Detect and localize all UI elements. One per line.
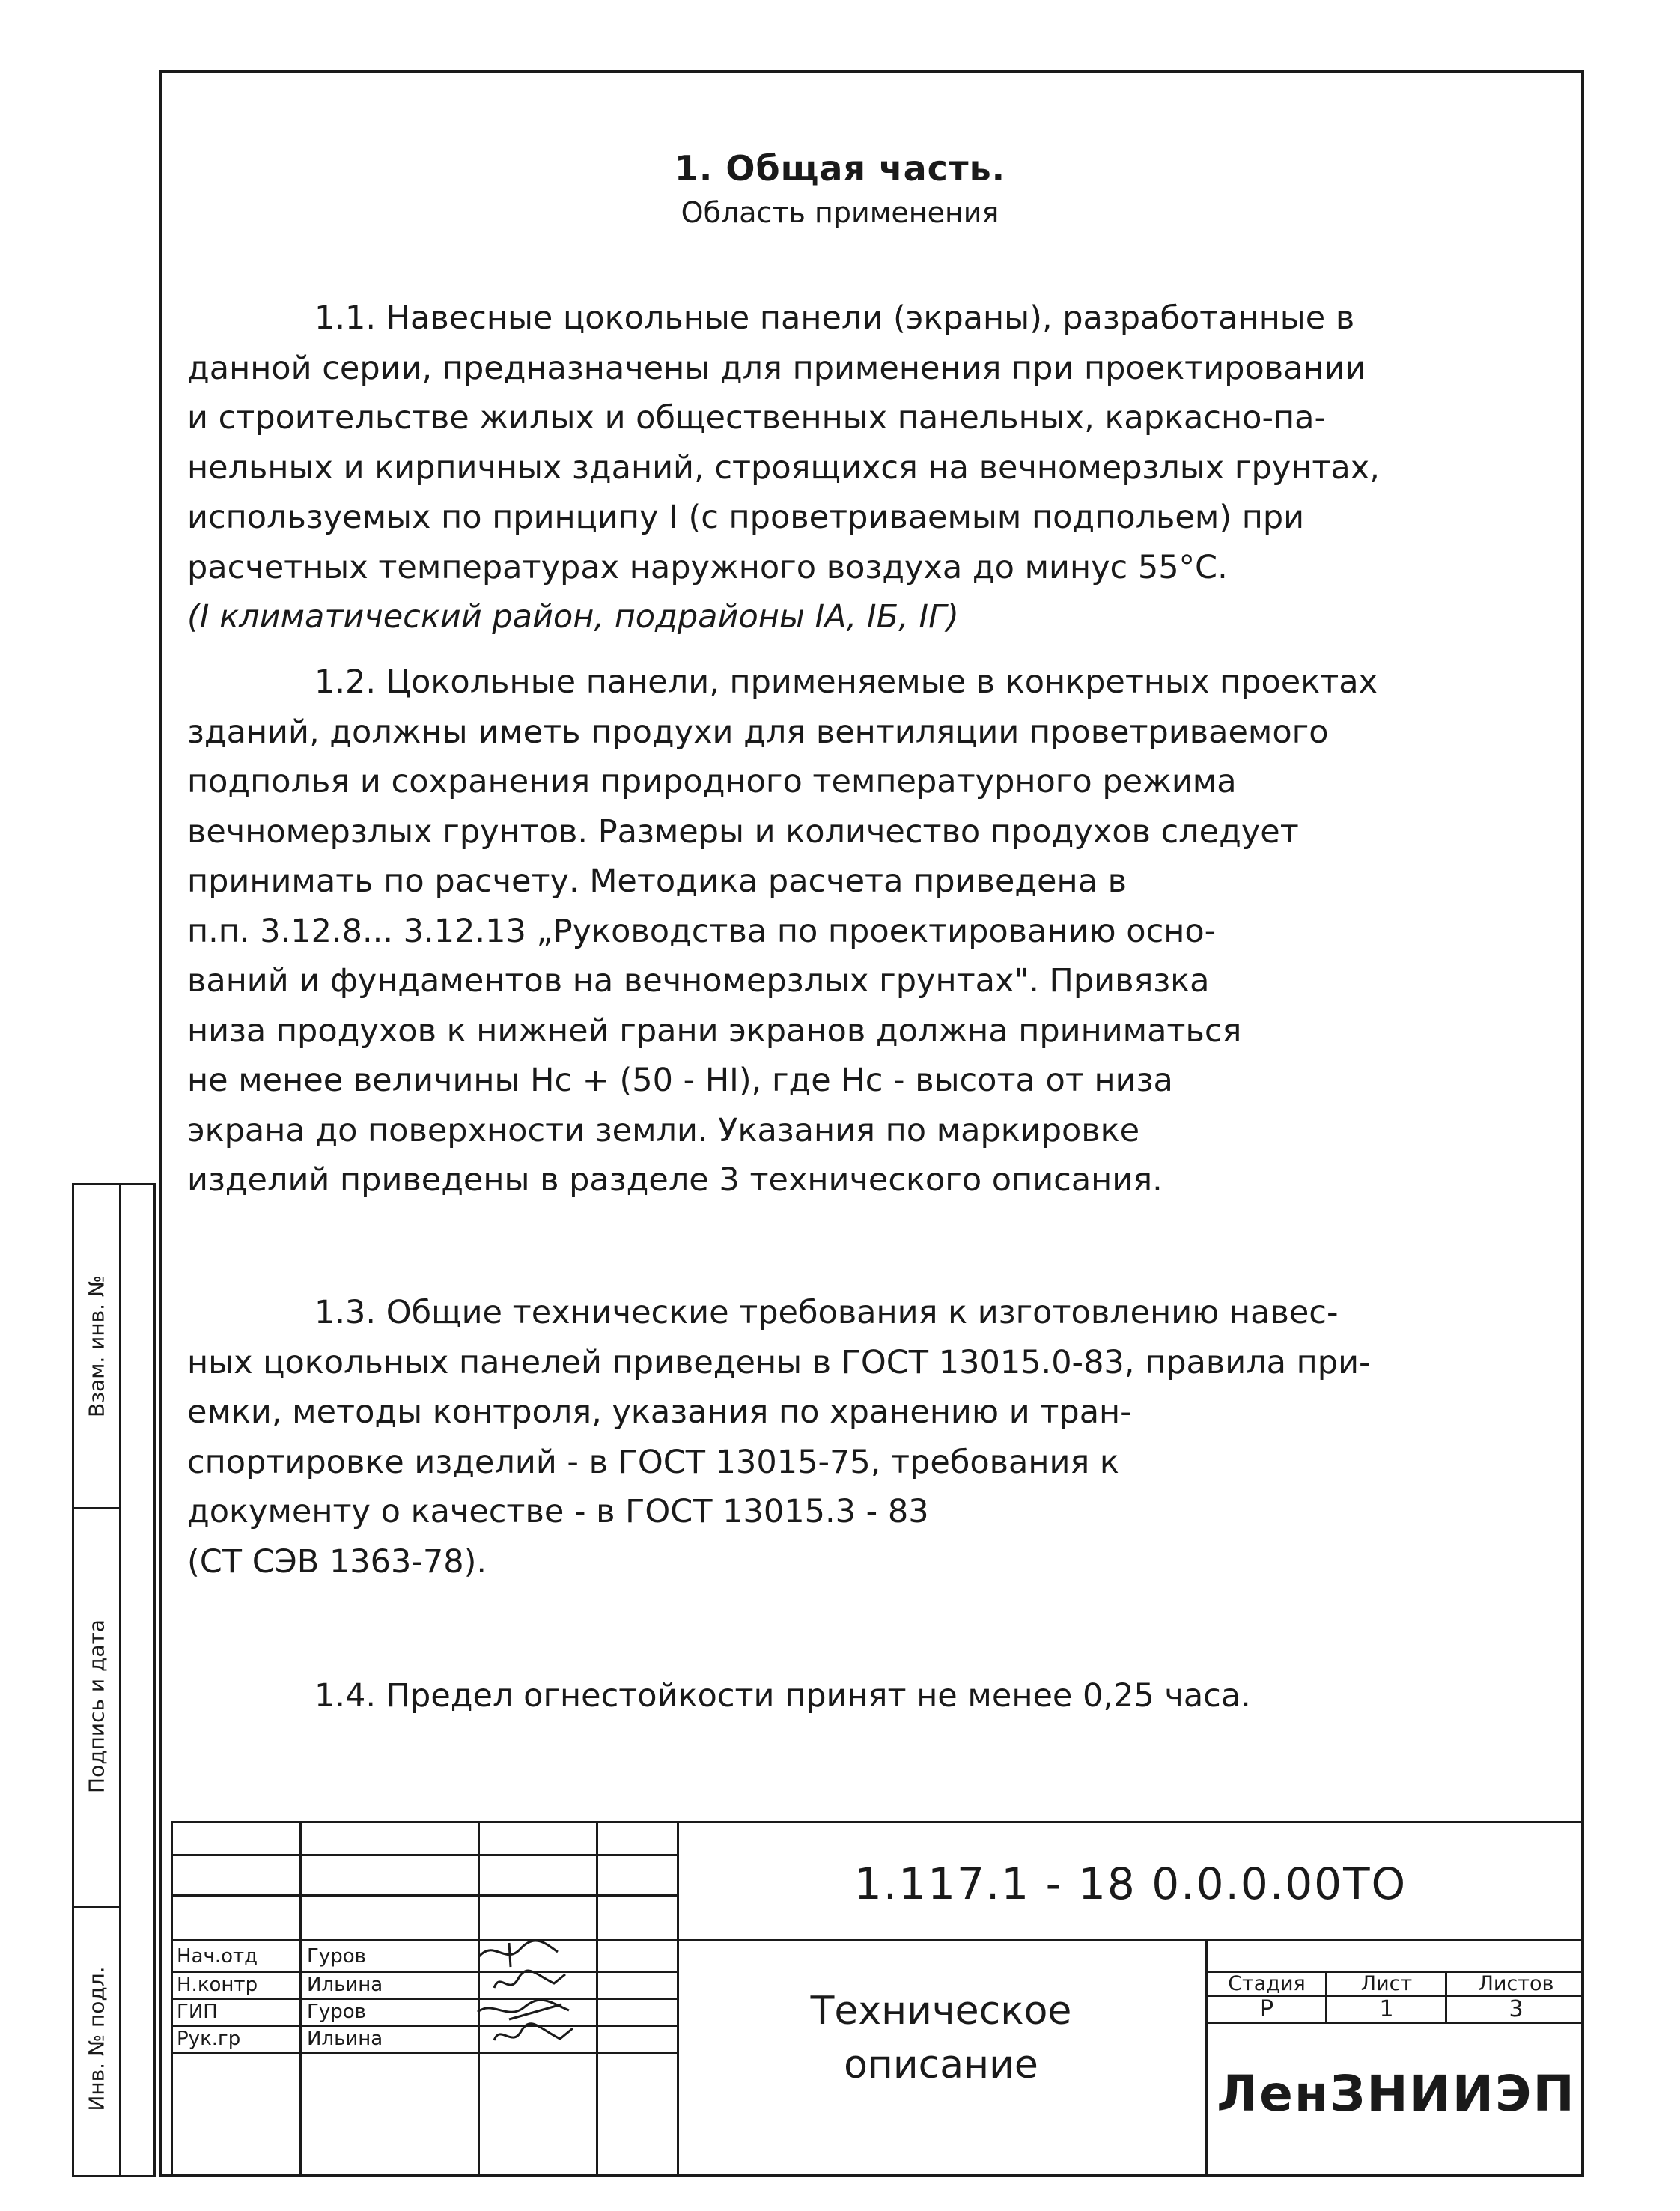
text-line: 1.1. Навесные цокольные панели (экраны), разработанные в <box>314 299 1355 337</box>
text-line: подполья и сохранения природного температурного режима <box>187 763 1237 800</box>
text-line: принимать по расчету. Методика расчета приведена в <box>187 863 1127 900</box>
signature-date-label: Подпись и дата <box>84 1620 109 1793</box>
tb-line <box>171 1939 1584 1941</box>
stage-header: Стадия <box>1228 1972 1306 1995</box>
signer-role: Рук.гр <box>177 2028 241 2050</box>
document-code: 1.117.1 - 18 0.0.0.00ТО <box>853 1858 1407 1909</box>
climate-note: (I климатический район, подрайоны IА, IБ, IГ) <box>187 598 959 636</box>
replace-inv-label: Взам. инв. № <box>84 1274 109 1418</box>
tb-line <box>171 1971 677 1973</box>
signature-mark <box>494 2024 573 2040</box>
handwritten-signatures <box>464 1935 599 2063</box>
paragraph-1-2 <box>187 657 1557 1205</box>
sheets-header: Листов <box>1478 1972 1554 1995</box>
tb-line <box>171 1821 1584 1823</box>
text-line: ваний и фундаментов на вечномерзлых грунтах". Привязка <box>187 962 1210 1000</box>
section-title: 1. Общая часть. <box>674 148 1006 189</box>
paragraph-1-1 <box>187 294 1557 642</box>
sheet-header: Лист <box>1360 1972 1413 1995</box>
text-line: данной серии, предназначены для применения при проектировании <box>187 349 1366 387</box>
signer-name: Ильина <box>307 2028 383 2050</box>
text-line: спортировке изделий - в ГОСТ 13015-75, требования к <box>187 1443 1119 1481</box>
text-line: вечномерзлых грунтов. Размеры и количество продухов следует <box>187 812 1299 851</box>
text-line: (СТ СЭВ 1363-78). <box>187 1542 487 1581</box>
tb-line <box>171 1854 677 1856</box>
sheets-value: 3 <box>1509 1996 1524 2022</box>
tb-line <box>1205 1939 1208 2177</box>
text-line: ных цокольных панелей приведены в ГОСТ 13015.0-83, правила при- <box>187 1343 1371 1381</box>
signature-mark <box>478 2000 569 2019</box>
strip-divider <box>74 1906 119 1908</box>
signer-name: Гуров <box>307 1945 366 1968</box>
tb-line <box>171 1998 677 2000</box>
signer-name: Ильина <box>307 1974 383 1996</box>
sheet-value: 1 <box>1379 1996 1394 2022</box>
text-line: п.п. 3.12.8... 3.12.13 „Руководства по проектированию осно- <box>187 912 1217 950</box>
text-line: нельных и кирпичных зданий, строящихся на вечномерзлых грунтах, <box>187 448 1380 487</box>
tb-line <box>1325 1971 1327 2022</box>
text-line: емки, методы контроля, указания по хранению и тран- <box>187 1393 1132 1431</box>
document-title-line1: Техническое <box>810 1989 1072 2034</box>
text-line: используемых по принципу I (с проветриваемым подпольем) при <box>187 499 1305 536</box>
original-inv-label: Инв. № подл. <box>84 1966 109 2111</box>
text-line: документу о качестве - в ГОСТ 13015.3 - 83 <box>187 1493 929 1530</box>
text-line: не менее величины Нс + (50 - НI), где Нс - высота от низа <box>187 1062 1173 1099</box>
text-line: низа продухов к нижней грани экранов должна приниматься <box>187 1012 1242 1050</box>
strip-divider <box>119 1185 121 2175</box>
strip-divider <box>74 1507 119 1509</box>
tb-line <box>171 1821 173 2177</box>
signer-role: Нач.отд <box>177 1945 258 1968</box>
text-line: 1.4. Предел огнестойкости принят не менее 0,25 часа. <box>314 1677 1251 1715</box>
organization-name: ЛенЗНИИЭП <box>1217 2065 1576 2123</box>
signer-role: ГИП <box>177 2001 218 2023</box>
signature-mark <box>479 1941 558 1967</box>
signer-name: Гуров <box>307 2001 366 2023</box>
text-line: изделий приведены в разделе 3 технического описания. <box>187 1161 1163 1199</box>
paragraph-1-4 <box>187 1671 1557 1721</box>
signer-role: Н.контр <box>177 1974 258 1996</box>
signature-mark <box>494 1971 565 1988</box>
text-line: расчетных температурах наружного воздуха до минус 55°С. <box>187 548 1228 586</box>
tb-line <box>299 1821 302 2177</box>
document-title-line2: описание <box>844 2043 1038 2087</box>
text-line: и строительстве жилых и общественных панельных, каркасно-па- <box>187 399 1326 437</box>
tb-line <box>171 2052 677 2054</box>
text-line: зданий, должны иметь продухи для вентиляции проветриваемого <box>187 713 1329 751</box>
paragraph-1-3 <box>187 1288 1557 1587</box>
tb-line <box>1445 1971 1447 2022</box>
tb-line <box>171 2025 677 2027</box>
section-subtitle: Область применения <box>681 196 999 229</box>
left-stamp-strip <box>72 1183 156 2177</box>
tb-line <box>171 1894 677 1897</box>
text-line: экрана до поверхности земли. Указания по маркировке <box>187 1111 1140 1149</box>
text-line: 1.2. Цокольные панели, применяемые в конкретных проектах <box>314 663 1378 701</box>
text-line: 1.3. Общие технические требования к изготовлению навес- <box>314 1294 1339 1331</box>
stage-value: Р <box>1259 1996 1274 2022</box>
